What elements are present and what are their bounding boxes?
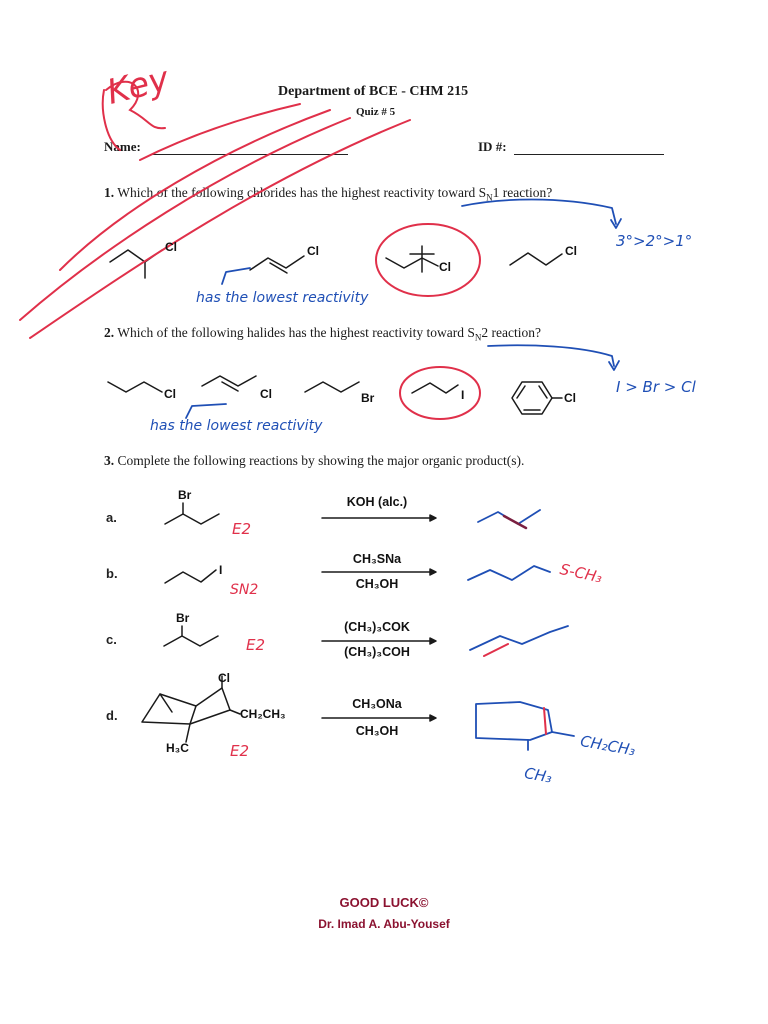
id-label: ID #: [478, 139, 507, 154]
reaction-b-substrate [165, 570, 216, 583]
question-1-number: 1. [104, 185, 115, 200]
reaction-d-product-note: CH₂CH₃ [578, 732, 637, 760]
reaction-d-reagent-bottom: CH₃OH [355, 724, 399, 738]
q2-label-2: Cl [260, 387, 272, 401]
reaction-a-label: a. [106, 510, 117, 525]
reaction-d-product-note-2: CH₃ [522, 764, 554, 787]
reaction-b-mechanism: SN2 [230, 582, 259, 598]
reaction-b-substituent: I [219, 563, 223, 577]
question-3-number: 3. [104, 453, 115, 468]
reaction-c-reagent-top: (CH₃)₃COK [344, 620, 410, 634]
reaction-c-mechanism: E2 [246, 636, 266, 654]
question-2-subscript: N [474, 332, 482, 343]
q2-molecule-5-chlorobenzene [512, 382, 562, 414]
q1-molecule-3 [386, 246, 438, 272]
department-title: Department of BCE - CHM 215 [278, 84, 469, 99]
q1-label-3: Cl [439, 260, 451, 274]
reaction-b-reagent-top: CH₃SNa [352, 552, 402, 566]
q1-molecule-1 [110, 250, 162, 278]
q1-label-4: Cl [565, 244, 577, 258]
q2-label-4: I [461, 388, 465, 402]
q2-molecule-2 [202, 376, 256, 391]
reaction-b-label: b. [106, 566, 118, 581]
q1-label-1: Cl [165, 240, 177, 254]
reaction-d-reagent-top: CH₃ONa [352, 697, 402, 711]
q1-molecule-2 [250, 256, 304, 273]
q2-molecule-4 [412, 383, 458, 393]
q2-molecule-1 [108, 382, 162, 392]
handwritten-answers-blue [186, 200, 621, 751]
q2-label-1: Cl [164, 387, 176, 401]
handwritten-answers-red [20, 82, 546, 734]
reaction-b-product-note: S-CH₃ [558, 560, 604, 587]
author: Dr. Imad A. Abu-Yousef [318, 917, 450, 931]
reaction-c-reagent-bottom: (CH₃)₃COH [344, 645, 410, 659]
reaction-c-label: c. [106, 632, 117, 647]
reaction-d-mechanism: E2 [230, 742, 250, 760]
q1-lowest-note: has the lowest reactivity [196, 290, 369, 306]
quiz-number: Quiz # 5 [356, 106, 396, 118]
reaction-a-substrate [165, 503, 219, 524]
reaction-a-substituent: Br [178, 488, 192, 502]
reaction-d-substituent: Cl [218, 671, 230, 685]
key-mark: Key [103, 58, 173, 113]
reaction-d-label: d. [106, 708, 118, 723]
q1-answer-circle [376, 224, 480, 296]
q1-order-note: 3°>2°>1° [616, 232, 693, 250]
q2-label-5: Cl [564, 391, 576, 405]
reaction-arrows [322, 515, 436, 721]
question-1-text-end: 1 reaction? [492, 185, 553, 200]
q2-molecule-3 [305, 382, 359, 392]
good-luck: GOOD LUCK© [339, 895, 429, 910]
q2-lowest-note: has the lowest reactivity [150, 418, 323, 434]
question-1-subscript: N [486, 192, 493, 203]
reaction-d-ring-sub2: H₃C [166, 741, 189, 755]
reaction-d-ring-sub1: CH₂CH₃ [240, 707, 286, 721]
reaction-c-substituent: Br [176, 611, 190, 625]
q1-molecule-4 [510, 253, 562, 265]
question-2-text-end: 2 reaction? [481, 325, 542, 340]
reaction-d-substrate [142, 676, 240, 742]
q2-order-note: I > Br > Cl [616, 378, 696, 396]
name-label: Name: [104, 139, 141, 154]
reaction-b-reagent-bottom: CH₃OH [355, 577, 399, 591]
reaction-a-reagent-top: KOH (alc.) [346, 495, 408, 509]
question-1-text: Which of the following chlorides has the highest reactivity toward S [114, 185, 487, 200]
reaction-a-mechanism: E2 [232, 520, 252, 538]
reaction-c-substrate [164, 626, 218, 646]
question-2-text: Which of the following halides has the highest reactivity toward S [114, 325, 475, 340]
q1-label-2: Cl [307, 244, 319, 258]
q2-label-3: Br [361, 391, 375, 405]
question-2-number: 2. [104, 325, 115, 340]
question-3-text: Complete the following reactions by showing the major organic product(s). [114, 453, 525, 468]
